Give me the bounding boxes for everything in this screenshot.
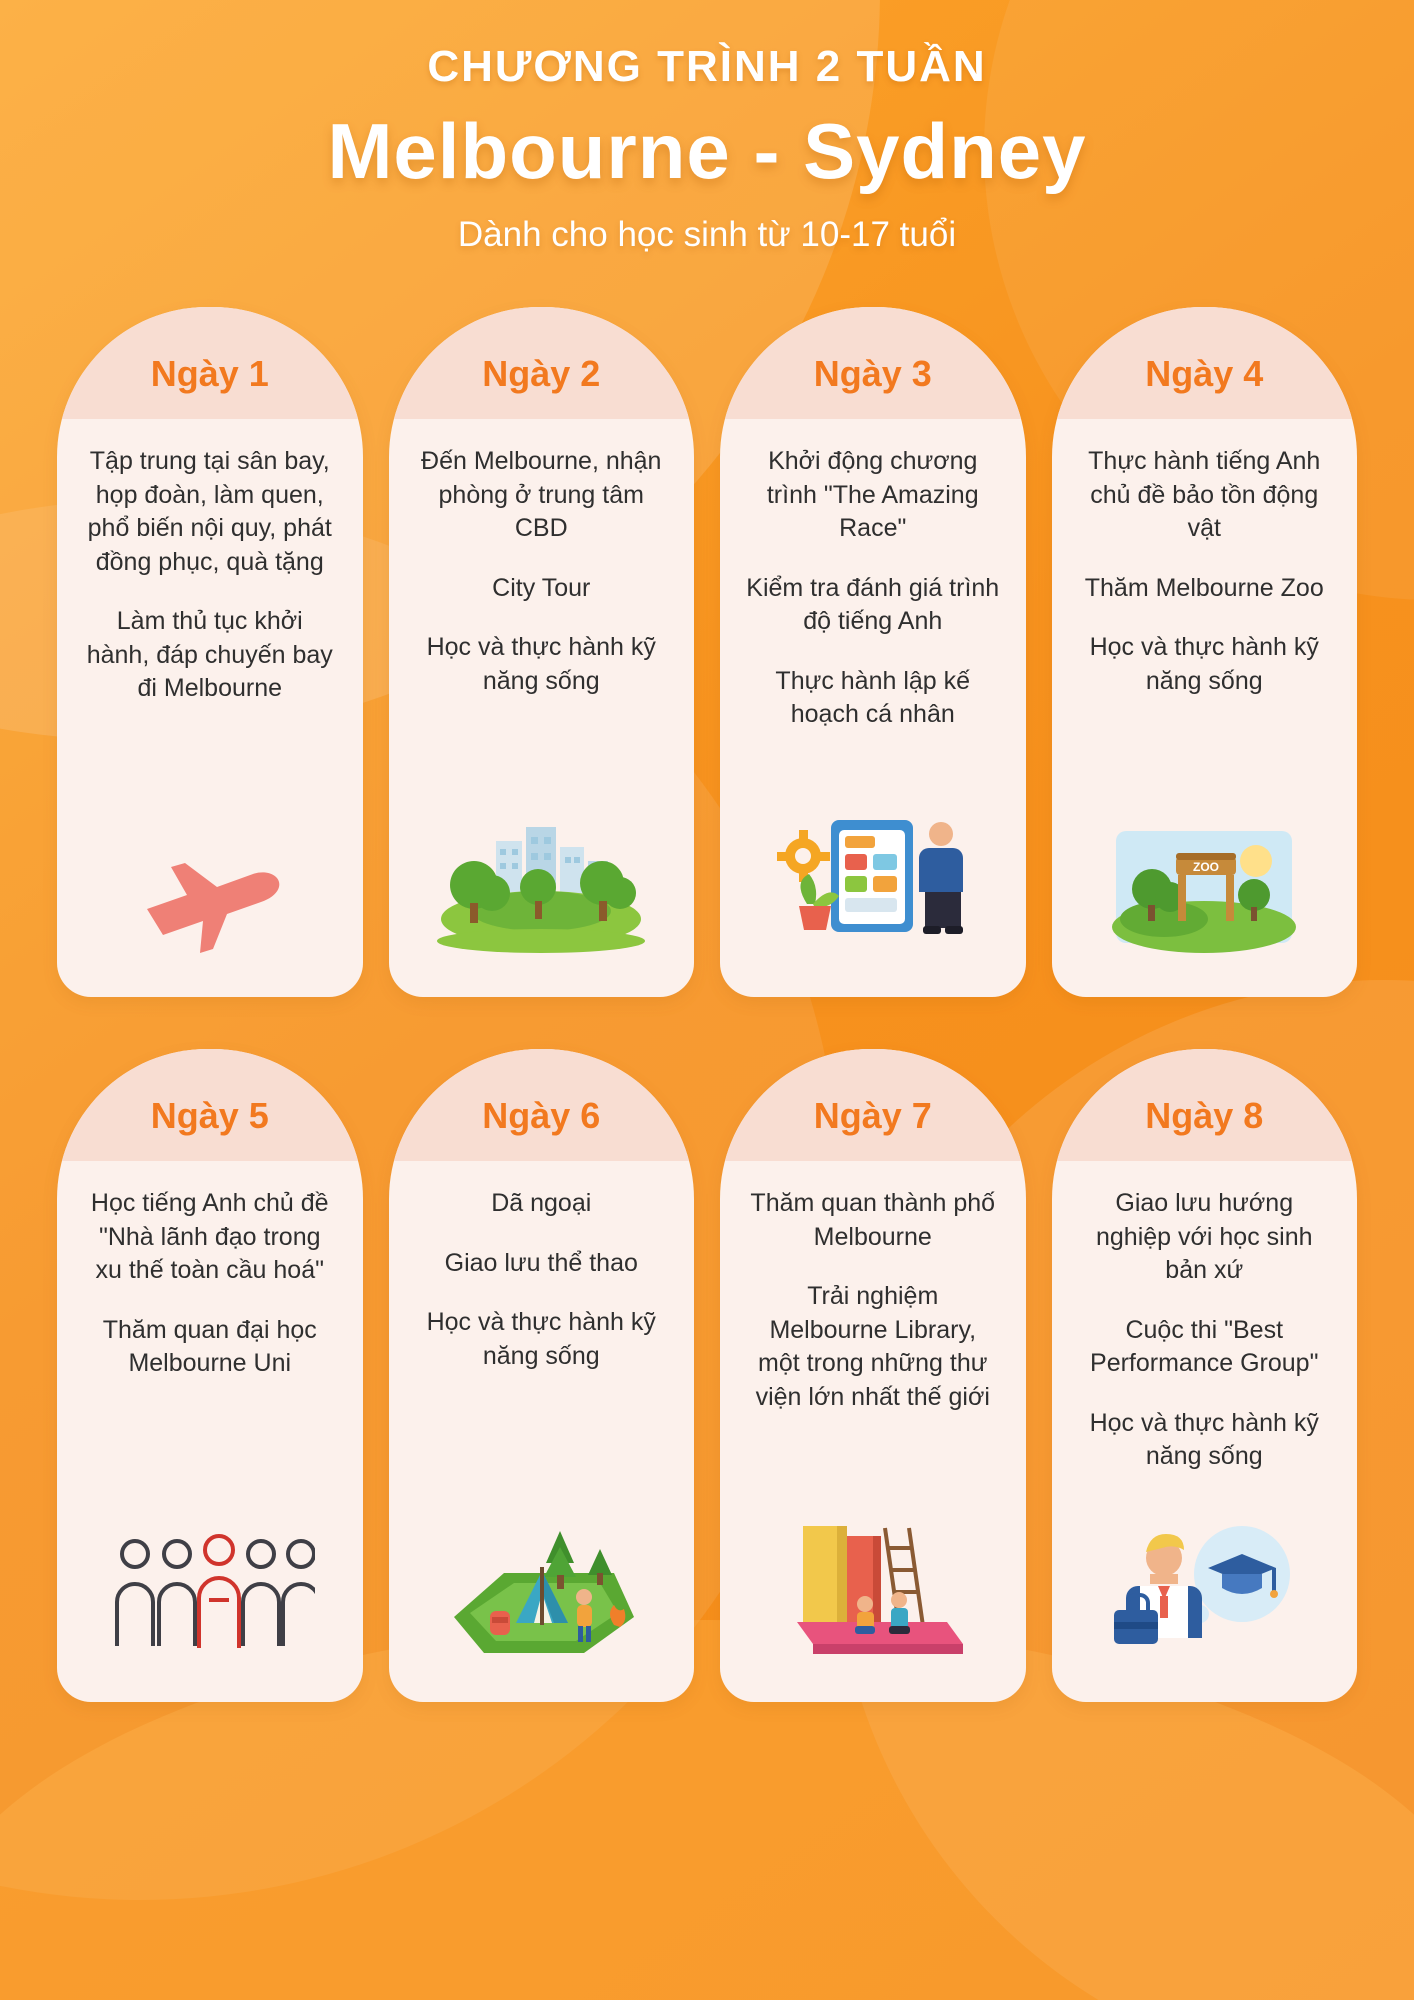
day-card-header: [389, 307, 695, 419]
day-activity: Thăm quan đại học Melbourne Uni: [102, 1315, 317, 1377]
day-activity: Thực hành tiếng Anh chủ đề bảo tồn động vật: [1088, 447, 1321, 542]
zoo-gate-icon: [1078, 805, 1332, 987]
day-activity: Giao lưu hướng nghiệp với học sinh bản xứ: [1095, 1189, 1313, 1284]
day-card-body: [389, 1161, 695, 1702]
day-card-header: [1052, 307, 1358, 419]
planning-board-icon: [746, 790, 1000, 987]
svg-text:ZOO: ZOO: [1193, 860, 1220, 874]
day-card-body: [720, 419, 1026, 997]
city-park-icon: [415, 805, 669, 987]
day-label: Ngày 3: [813, 353, 932, 394]
day-card-body: [1052, 419, 1358, 997]
day-activity: Tập trung tại sân bay, họp đoàn, làm quen, phổ biến nội quy, phát đồng phục, quà tặng: [87, 447, 332, 576]
day-card-header: [1052, 1049, 1358, 1161]
program-kicker: CHƯƠNG TRÌNH 2 TUẦN: [427, 42, 987, 91]
leader-group-icon: [83, 1510, 337, 1692]
airplane-icon: [83, 825, 337, 987]
day-card-1: [57, 307, 363, 997]
day-label: Ngày 8: [1145, 1095, 1264, 1136]
day-activity: Kiểm tra đánh giá trình độ tiếng Anh: [746, 573, 1000, 635]
day-label: Ngày 2: [482, 353, 601, 394]
page-title: Melbourne - Sydney: [327, 107, 1087, 195]
day-card-header: [57, 1049, 363, 1161]
day-card-header: [720, 1049, 1026, 1161]
day-activity: Học và thực hành kỹ năng sống: [426, 1308, 656, 1370]
day-activity: Đến Melbourne, nhận phòng ở trung tâm CBD: [421, 447, 662, 542]
library-books-icon: [746, 1490, 1000, 1692]
day-cards-row-1: [57, 307, 1357, 997]
day-activity: Trải nghiệm Melbourne Library, một trong những thư viện lớn nhất thế giới: [755, 1282, 990, 1411]
day-activity: Thực hành lập kế hoạch cá nhân: [775, 666, 971, 728]
day-card-body: [389, 419, 695, 997]
day-label: Ngày 5: [150, 1095, 269, 1136]
day-activity: Học và thực hành kỹ năng sống: [426, 633, 656, 695]
day-card-body: [57, 1161, 363, 1702]
day-card-body: [57, 419, 363, 997]
day-card-4: [1052, 307, 1358, 997]
day-label: Ngày 1: [150, 353, 269, 394]
day-cards-row-2: [57, 1049, 1357, 1702]
day-activity: Cuộc thi "Best Performance Group": [1090, 1315, 1319, 1377]
day-card-header: [720, 307, 1026, 419]
day-activity: City Tour: [492, 573, 591, 602]
day-card-8: [1052, 1049, 1358, 1702]
day-activity: Học và thực hành kỹ năng sống: [1089, 1408, 1319, 1470]
day-card-body: [1052, 1161, 1358, 1702]
day-activity: Dã ngoại: [491, 1189, 592, 1217]
day-activity: Làm thủ tục khởi hành, đáp chuyến bay đi Melbourne: [86, 607, 333, 702]
camping-tent-icon: [415, 1495, 669, 1692]
poster-header: [0, 0, 1414, 255]
day-activity: Thăm Melbourne Zoo: [1084, 573, 1324, 602]
day-label: Ngày 7: [813, 1095, 932, 1136]
day-label: Ngày 6: [482, 1095, 601, 1136]
day-card-2: [389, 307, 695, 997]
day-activity: Giao lưu thể thao: [444, 1248, 638, 1277]
career-graduate-icon: [1078, 1500, 1332, 1692]
day-card-header: [389, 1049, 695, 1161]
day-card-3: [720, 307, 1026, 997]
day-label: Ngày 4: [1145, 353, 1264, 394]
day-activity: Thăm quan thành phố Melbourne: [750, 1189, 996, 1251]
day-card-body: [720, 1161, 1026, 1702]
day-activity: Học tiếng Anh chủ đề "Nhà lãnh đạo trong xu thế toàn cầu hoá": [90, 1189, 329, 1284]
day-activity: Học và thực hành kỹ năng sống: [1089, 633, 1319, 695]
day-activity: Khởi động chương trình "The Amazing Race": [766, 447, 979, 542]
program-subtitle: Dành cho học sinh từ 10-17 tuổi: [457, 215, 957, 254]
day-card-5: [57, 1049, 363, 1702]
day-card-7: [720, 1049, 1026, 1702]
day-card-header: [57, 307, 363, 419]
day-card-6: [389, 1049, 695, 1702]
